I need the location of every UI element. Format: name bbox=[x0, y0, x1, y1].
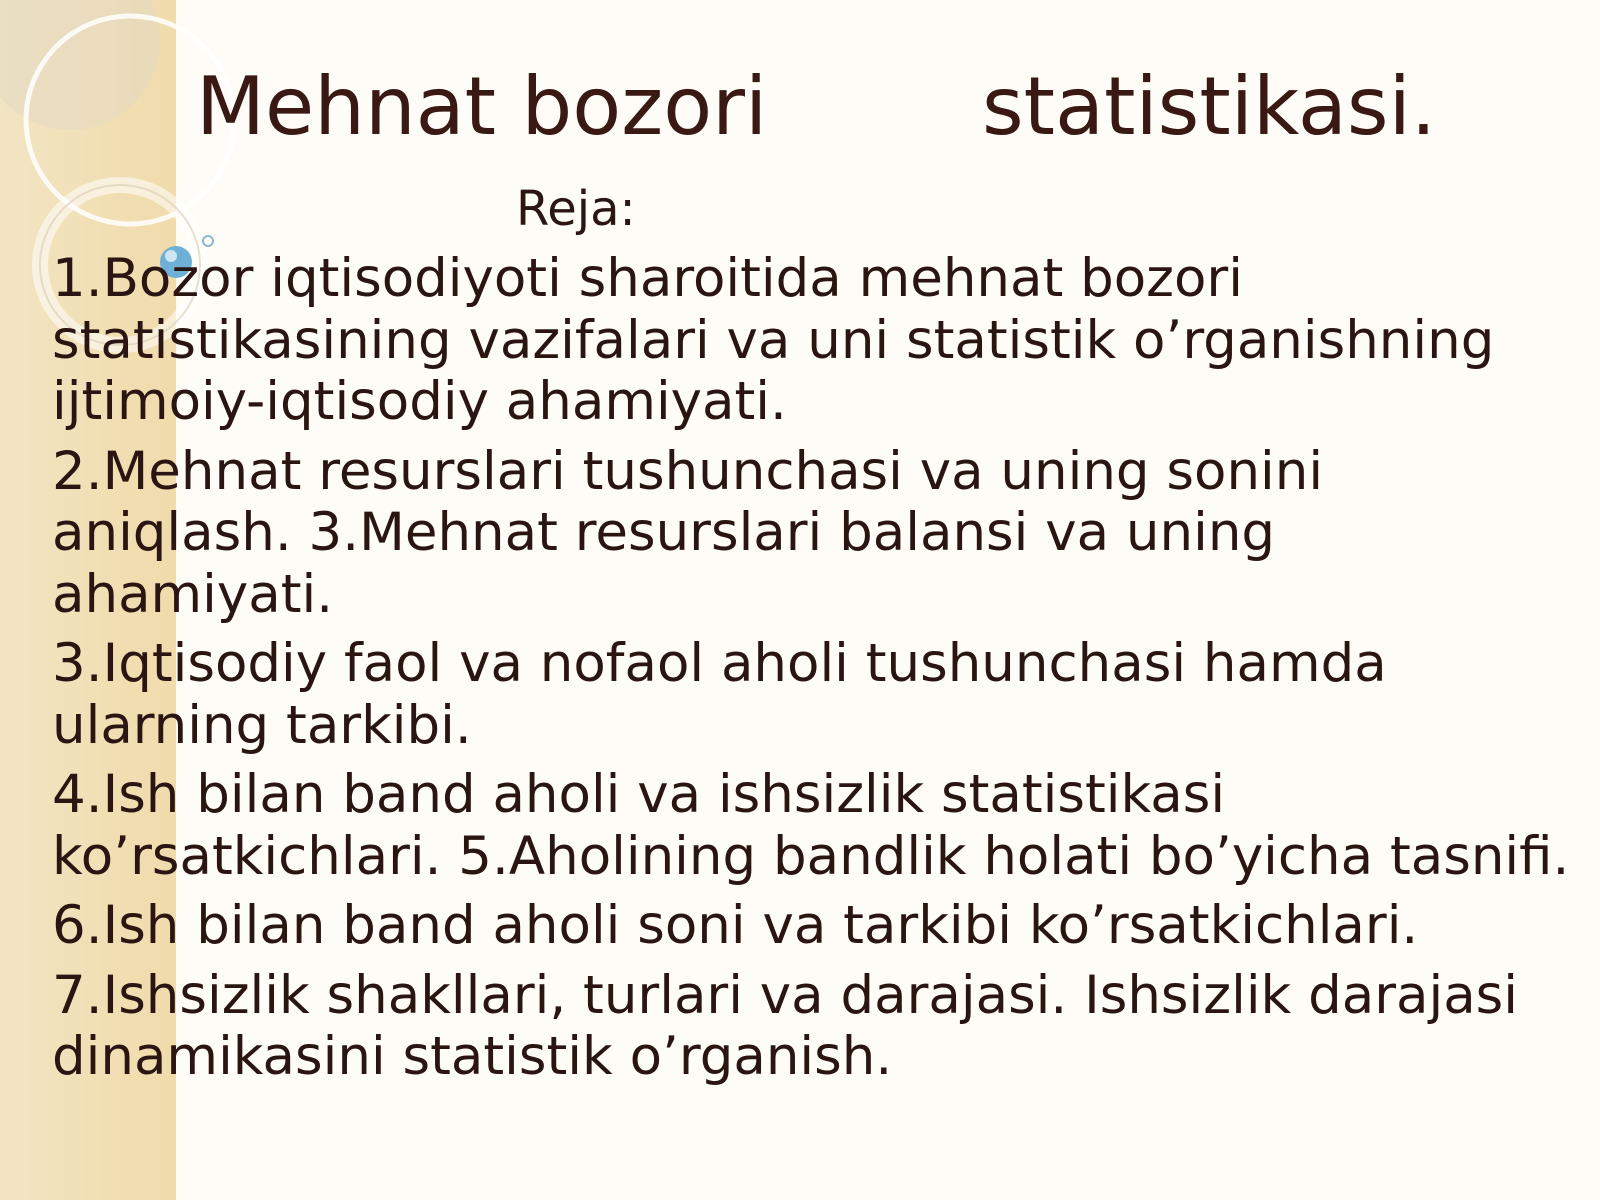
plan-item-5: 6.Ish bilan band aholi soni va tarkibi ko’rsatkichlari. bbox=[52, 895, 1419, 956]
plan-item-4: 4.Ish bilan band aholi va ishsizlik statistikasi ko’rsatkichlari. 5.Aholining bandlik holati bo’yicha tasnifi. bbox=[52, 764, 1570, 887]
title-part-2: statistikasi. bbox=[982, 60, 1437, 153]
plan-item-1: 1.Bozor iqtisodiyoti sharoitida mehnat bozori statistikasining vazifalari va uni statistik o’rganishning ijtimoiy-iqtisodiy ahamiyati. bbox=[52, 248, 1495, 432]
title-part-1: Mehnat bozori bbox=[196, 60, 768, 153]
plan-heading: Reja: bbox=[516, 181, 636, 237]
plan-item-3: 3.Iqtisodiy faol va nofaol aholi tushunchasi hamda ularning tarkibi. bbox=[52, 633, 1387, 756]
plan-item-6: 7.Ishsizlik shakllari, turlari va darajasi. Ishsizlik darajasi dinamikasini statistik o’rganish. bbox=[52, 964, 1519, 1087]
plan-item-2: 2.Mehnat resurslari tushunchasi va uning sonini aniqlash. 3.Mehnat resurslari balansi va uning ahamiyati. bbox=[52, 440, 1324, 625]
plan-list bbox=[52, 248, 1572, 1096]
slide-title bbox=[196, 52, 1576, 162]
